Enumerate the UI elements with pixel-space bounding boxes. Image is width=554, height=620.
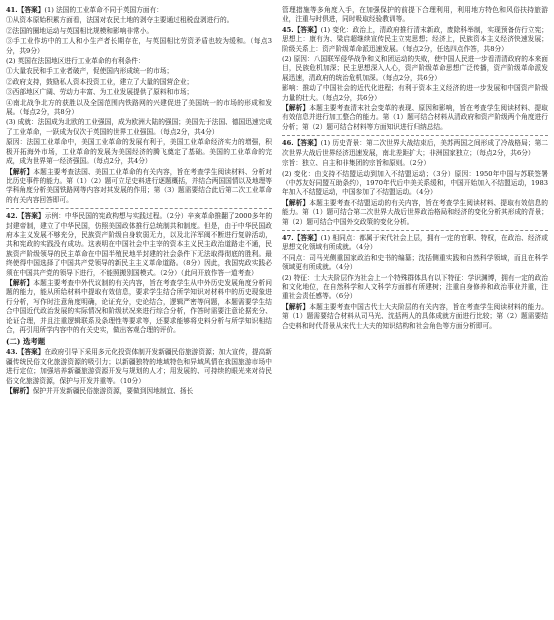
q41-line-10: 原因：法国工业革命中，美国工业革命的发展有利于，美国工业革命经济实力的增强，积极开拓海外市场，工业革命的发展为美国经济的腾飞奠定了基础。美国的工业革命的完成，成为世界第一经济强国。（每点2分，共4分） (6, 138, 272, 166)
q41-line-8: ④南北战争北方的获胜以及全国范围内铁路网的兴建促进了美国统一的市场的形成和发展。（每点2分，共8分） (6, 98, 272, 117)
q41-analysis-text: 本题主要考查法国、美国工业革命的有关内容，旨在考查学生阅读材料、分析对比历史事件的能力。第（1）（2）题可立足史料进行逐题概括，并结合两国国情以及地理等学科角度分析美国铁路网等内容对其发展的作用；第（3）题需要结合此后第二次工业革命的有关内容回答即可。 (6, 167, 272, 204)
q46-analysis (282, 199, 548, 227)
q41-line-7: ③西部地区广阔、劳动力丰富、为工业发展提供了原料和市场； (6, 88, 194, 97)
q43-analysis (6, 387, 272, 396)
q46-analysis-text: 本题主要考查不结盟运动的有关内容，旨在考查学生阅读材料、提取有效信息的能力。第（1）题可结合第二次世界大战后世界政治格局和经济的变化分析其形成的背景；第（2）题可结合中国外交政策的变化分析。 (282, 198, 548, 226)
q45-answer-tag: 【答案】 (293, 25, 321, 34)
q42-analysis-tag: 【解析】 (6, 278, 34, 287)
q46-line-2: (2) 变化：由支持不结盟运动到加入不结盟运动；（3分）原因：1950年中国与苏联签署（中苏友好同盟互助条约），1970年代后中美关系缓和，中国开始加入不结盟运动，1983年加入不结盟运动，中国参加了不结盟运动。（4分） (282, 169, 548, 197)
q41-number: 41. (6, 6, 18, 14)
q45-line-1: (2) 原因：八国联军侵华战争和义和团运动的失败，使中国人民进一步看清清政府的本来面目，民族危机加深；民主思想深入人心，资产阶级革命思想广泛传播，资产阶级革命派发展迅速，清政府的统治危机加深。（每点2分，共6分） (282, 55, 548, 82)
q41-line-4: (2) 英国在法国地区进行工业革命的有利条件： (6, 57, 145, 66)
q42-analysis (6, 279, 272, 335)
q41-line-5: ①大量农民和手工业者破产，促使国内形成统一的市场； (6, 67, 174, 76)
q47-line-2: (2) 特征：士大夫阶层作为社会上一个特殊群体具有以下特征：学识渊博，拥有一定的政治和文化地位，在自然科学和人文科学方面都有所建树；注重自身修养和政治事业并重，注重社会责任感等。（6分） (282, 273, 548, 301)
q42-analysis-text: 本题主要考查中外代议制的有关内容，旨在考查学生从中外历史发展角度分析问题的能力，能从所给材料中提取有效信息，要求学生结合所学知识对材料中的历史现象进行分析，写作时注意角度明确，论证充分，史论结合，逻辑严密等问题，本题需要学生结合中国近代政治发展的实际情况和阶级状况来进行综合分析，作答时需要注意论据充分、论证合理，并且注重逻辑联系及条理性等要求等，还要求能够将史料分析与所学知识相结合，再引用所学内容中的有关史实，做出客观合理的评价。 (6, 278, 272, 334)
q43-number: 43. (6, 348, 18, 357)
q45-number: 45. (282, 25, 294, 34)
q43-analysis-text: 保护并开发新疆民俗旅游资源，要做到因地制宜、扬长 (32, 387, 194, 396)
q45-analysis-tag: 【解析】 (282, 104, 310, 113)
two-column-layout (6, 6, 548, 616)
q41-line-0: (1) 法国的工业革命不同于英国方面有： (44, 6, 163, 14)
q42-answer-text: 示例：中华民国的宪政构想与实践过程。（2分）辛亥革命推翻了2000多年的封建帝制，建立了中华民国，仿照美国政体推行总统制共和制度。但是，由于中华民国政府本主义发展不够充分，民族资产阶级自身软弱无力，以及北洋军阀不断进行复辟活动，共和宪政的实践没有成功。这表明在中国社会中主宰的资本主义民主政治道路走不通，民族资产阶级领导的民主革命在中国半殖民地半封建的社会条件下无法取得彻底的胜利。最终使得中国选择了中国共产党领导的新民主主义革命道路。（8分）因此，我国宪政实践必须在中国共产党的领导下进行，不能照搬别国模式。（2分）（此问开放作答一道考查） (6, 212, 272, 277)
q45-line-0: (1) 变化：政治上，清政府推行清末新政，废除科举制，实现预备仿行立宪；思想上：康有为、梁启超继续宣传民主立宪思想；经济上，民族资本主义经济快速发展；阶级关系上：资产阶级革命派迅速发展。（每点2分，任选四点作答，共8分） (282, 25, 548, 53)
q47-line-0: (1) 相同点：都属于宋代社会上层，拥有一定的官职、特权，在政治、经济或思想文化领域有所成就。（4分） (282, 233, 548, 252)
q43-answer-text: 在政府引导下采用多元化投资体制开发新疆民俗旅游资源；加大宣传，提高新疆传统民俗文化旅游资源的吸引力；以新疆独特的地域特色和异域风情在我国旅游市场中进行定位；加强培养新疆旅游资源开发与规划的人才；用发展的、可持续的眼光来对待民俗文化旅游资源，保护与开发并重等。（10分） (6, 348, 272, 385)
q45-analysis (282, 104, 548, 132)
q41-analysis-tag: 【解析】 (6, 167, 34, 176)
q41-line-1: ①从资本原始积累方面看，法国对农民土地的剥夺主要通过租税盘剥进行的。 (6, 16, 234, 25)
q45-analysis-text: 本题主要考查清末社会变革的表现、原因和影响，旨在考查学生阅读材料、提取有效信息并进行加工整合的能力。第（1）题可结合材料从清政府和资产阶级两个角度进行分析；第（2）题可结合材料等方面知识进行归纳总结。 (282, 104, 548, 131)
q43-answer (6, 348, 272, 386)
q46-number: 46. (282, 139, 294, 148)
divider (282, 230, 548, 231)
left-column (6, 6, 272, 616)
q46-analysis-tag: 【解析】 (282, 198, 310, 207)
divider (6, 208, 272, 209)
q41-line-6: ②政府支持，鼓励私人资本投资工业，建立了大量的国营企业； (6, 77, 194, 86)
q47-line-1: 不同点：司马光侧重国家政治和史书的编纂；沈括侧重实践和自然科学领域，而且在科学领域更有所成就。（4分） (282, 253, 548, 272)
q46-line-0: (1) 历史背景：第二次世界大战结束后，美苏两国之间形成了冷战格局；第二次世界大战后世界经济迅速发展，南北差距扩大；非洲国家独立；（每点2分，共6分） (282, 139, 548, 157)
q46-answer (282, 139, 548, 158)
q46-answer-tag: 【答案】 (293, 139, 321, 148)
q47-answer-tag: 【答案】 (293, 233, 321, 242)
q45-answer (282, 26, 548, 54)
section-heading-elective: (二) 选考题 (6, 337, 46, 347)
q47-analysis-tag: 【解析】 (282, 302, 310, 311)
q41-line-3: ③手工业作坊中的工人和小生产者长期存在，与英国相比劳资矛盾也较为缓和。（每点3分，共9分） (6, 37, 272, 55)
q44-continuation: 管理措施等多角度入手，在加强保护的前提下合理利用，利用地方特色和风俗扶持旅游业，注重与时俱进，同时吸取经验教训等。 (282, 6, 548, 24)
q43-answer-tag: 【答案】 (17, 348, 45, 357)
q42-number: 42. (6, 212, 18, 221)
q47-answer (282, 234, 548, 253)
q47-analysis-text: 本题主要考查中国古代士大夫阶层的有关内容，旨在考查学生阅读材料的能力。第（1）题需要结合材料从司马光、沈括两人的具体成就方面进行比较；第（2）题需要结合史料和时代背景从宋代士大夫的知识结构和社会角色等方面分析即可。 (282, 302, 548, 330)
q41-answer-tag: 【答案】 (17, 6, 45, 14)
q46-line-1: 宗旨：独立、自主和非集团的宗旨和原则。（2分） (282, 159, 431, 168)
q43-analysis-tag: 【解析】 (6, 387, 33, 396)
q41-answer (6, 6, 272, 15)
q42-answer (6, 212, 272, 278)
divider (282, 135, 548, 136)
q41-analysis (6, 168, 272, 206)
q47-number: 47. (282, 233, 294, 242)
right-column (282, 6, 548, 616)
q47-analysis (282, 303, 548, 331)
q42-answer-tag: 【答案】 (17, 212, 45, 221)
q41-line-9: (3) 成就：法国成为北欧的工业强国，成为欧洲大陆的强国；美国先于法国、德国迅速完成了工业革命，一跃成为仅次于英国的世界工业强国。（每点2分，共4分） (6, 118, 272, 136)
q41-line-2: ②法国的圈地运动与英国相比规模和影响非常小。 (6, 26, 154, 35)
q45-line-2: 影响：推动了中国社会的近代化进程；有利于资本主义经济的进一步发展和中国资产阶级力量的壮大。（每点2分，共6分） (282, 84, 548, 102)
